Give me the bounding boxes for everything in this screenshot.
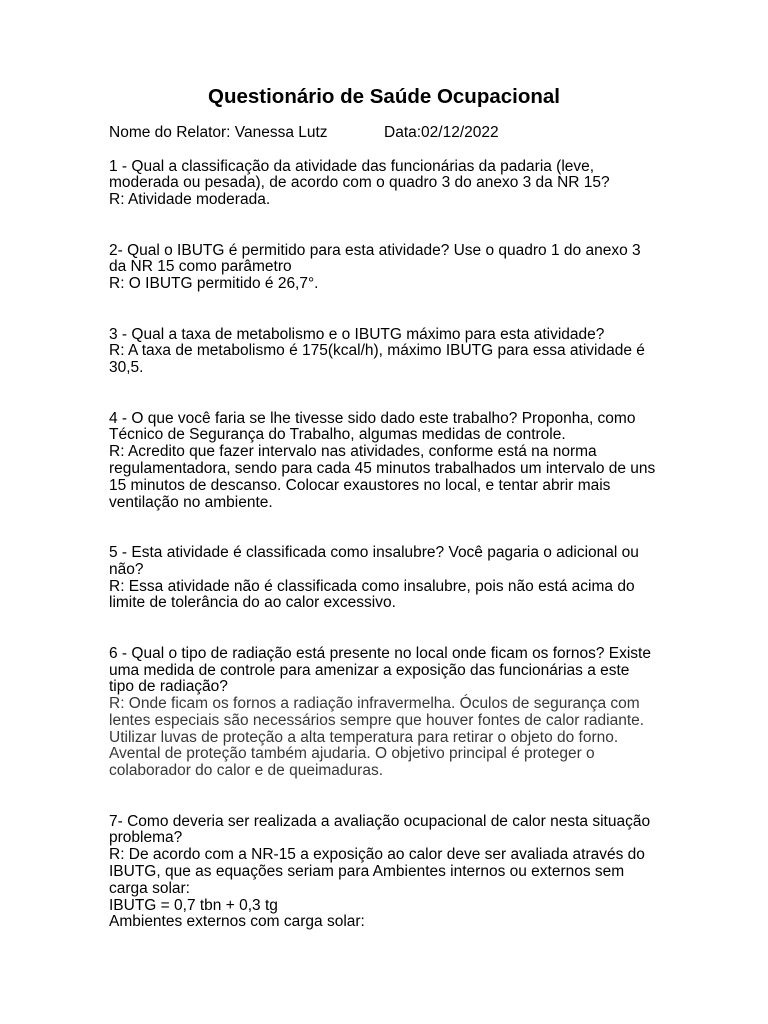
report-header <box>109 125 669 142</box>
question-line: uma medida de controle para amenizar a exposição das funcionárias a este <box>109 661 630 679</box>
question-line: 6 - Qual o tipo de radiação está presente no local onde ficam os fornos? Existe <box>109 644 651 662</box>
question-line: Técnico de Segurança do Trabalho, algumas medidas de controle. <box>109 426 566 444</box>
formula-line: IBUTG = 0,7 tbn + 0,3 tg <box>109 896 278 914</box>
question-block-3 <box>109 327 709 377</box>
document-title: Questionário de Saúde Ocupacional <box>208 85 560 108</box>
answer-line: R: Essa atividade não é classificada como insalubre, pois não está acima do <box>109 577 635 595</box>
question-line: moderada ou pesada), de acordo com o quadro 3 do anexo 3 da NR 15? <box>109 174 610 192</box>
answer-line: 15 minutos de descanso. Colocar exaustores no local, e tentar abrir mais <box>109 476 611 494</box>
question-line: 7- Como deveria ser realizada a avaliação ocupacional de calor nesta situação <box>109 812 651 830</box>
question-line: 2- Qual o IBUTG é permitido para esta atividade? Use o quadro 1 do anexo 3 <box>109 241 641 259</box>
answer-line: Avental de proteção também ajudaria. O objetivo principal é proteger o <box>109 745 595 763</box>
question-line: problema? <box>109 829 183 847</box>
answer-line: R: De acordo com a NR-15 a exposição ao calor deve ser avaliada através do <box>109 846 645 864</box>
question-line: 3 - Qual a taxa de metabolismo e o IBUTG máximo para esta atividade? <box>109 325 605 343</box>
question-block-1 <box>109 159 709 209</box>
question-block-4 <box>109 411 709 512</box>
answer-line: Utilizar luvas de proteção a alta temperatura para retirar o objeto do forno. <box>109 728 619 746</box>
question-block-6 <box>109 646 709 780</box>
answer-line: R: Acredito que fazer intervalo nas atividades, conforme está na norma <box>109 443 597 461</box>
question-line: da NR 15 como parâmetro <box>109 258 292 276</box>
answer-line: R: A taxa de metabolismo é 175(kcal/h), máximo IBUTG para essa atividade é <box>109 342 645 360</box>
answer-line: R: O IBUTG permitido é 26,7°. <box>109 275 319 293</box>
question-line: não? <box>109 560 144 578</box>
reporter-name: Nome do Relator: Vanessa Lutz <box>109 123 328 141</box>
question-block-7 <box>109 814 709 932</box>
question-line: 1 - Qual a classificação da atividade das funcionárias da padaria (leve, <box>109 157 595 175</box>
answer-line: colaborador do calor e de queimaduras. <box>109 762 384 780</box>
answer-line: 30,5. <box>109 359 144 377</box>
answer-line: IBUTG, que as equações seriam para Ambientes internos ou externos sem <box>109 863 625 881</box>
report-date: Data:02/12/2022 <box>384 123 499 141</box>
answer-line: carga solar: <box>109 879 190 897</box>
question-line: 5 - Esta atividade é classificada como insalubre? Você pagaria o adicional ou <box>109 543 639 561</box>
question-line: tipo de radiação? <box>109 678 228 696</box>
answer-line: R: Atividade moderada. <box>109 191 271 209</box>
answer-line: R: Onde ficam os fornos a radiação infravermelha. Óculos de segurança com <box>109 695 640 713</box>
question-list <box>109 159 709 965</box>
question-block-2 <box>109 243 709 293</box>
question-line: 4 - O que você faria se lhe tivesse sido dado este trabalho? Proponha, como <box>109 409 636 427</box>
answer-line: ventilação no ambiente. <box>109 493 273 511</box>
answer-line: lentes especiais são necessários sempre que houver fontes de calor radiante. <box>109 711 645 729</box>
question-block-5 <box>109 545 709 612</box>
answer-line: Ambientes externos com carga solar: <box>109 913 365 931</box>
answer-line: regulamentadora, sendo para cada 45 minutos trabalhados um intervalo de uns <box>109 459 656 477</box>
answer-line: limite de tolerância do ao calor excessivo. <box>109 594 396 612</box>
